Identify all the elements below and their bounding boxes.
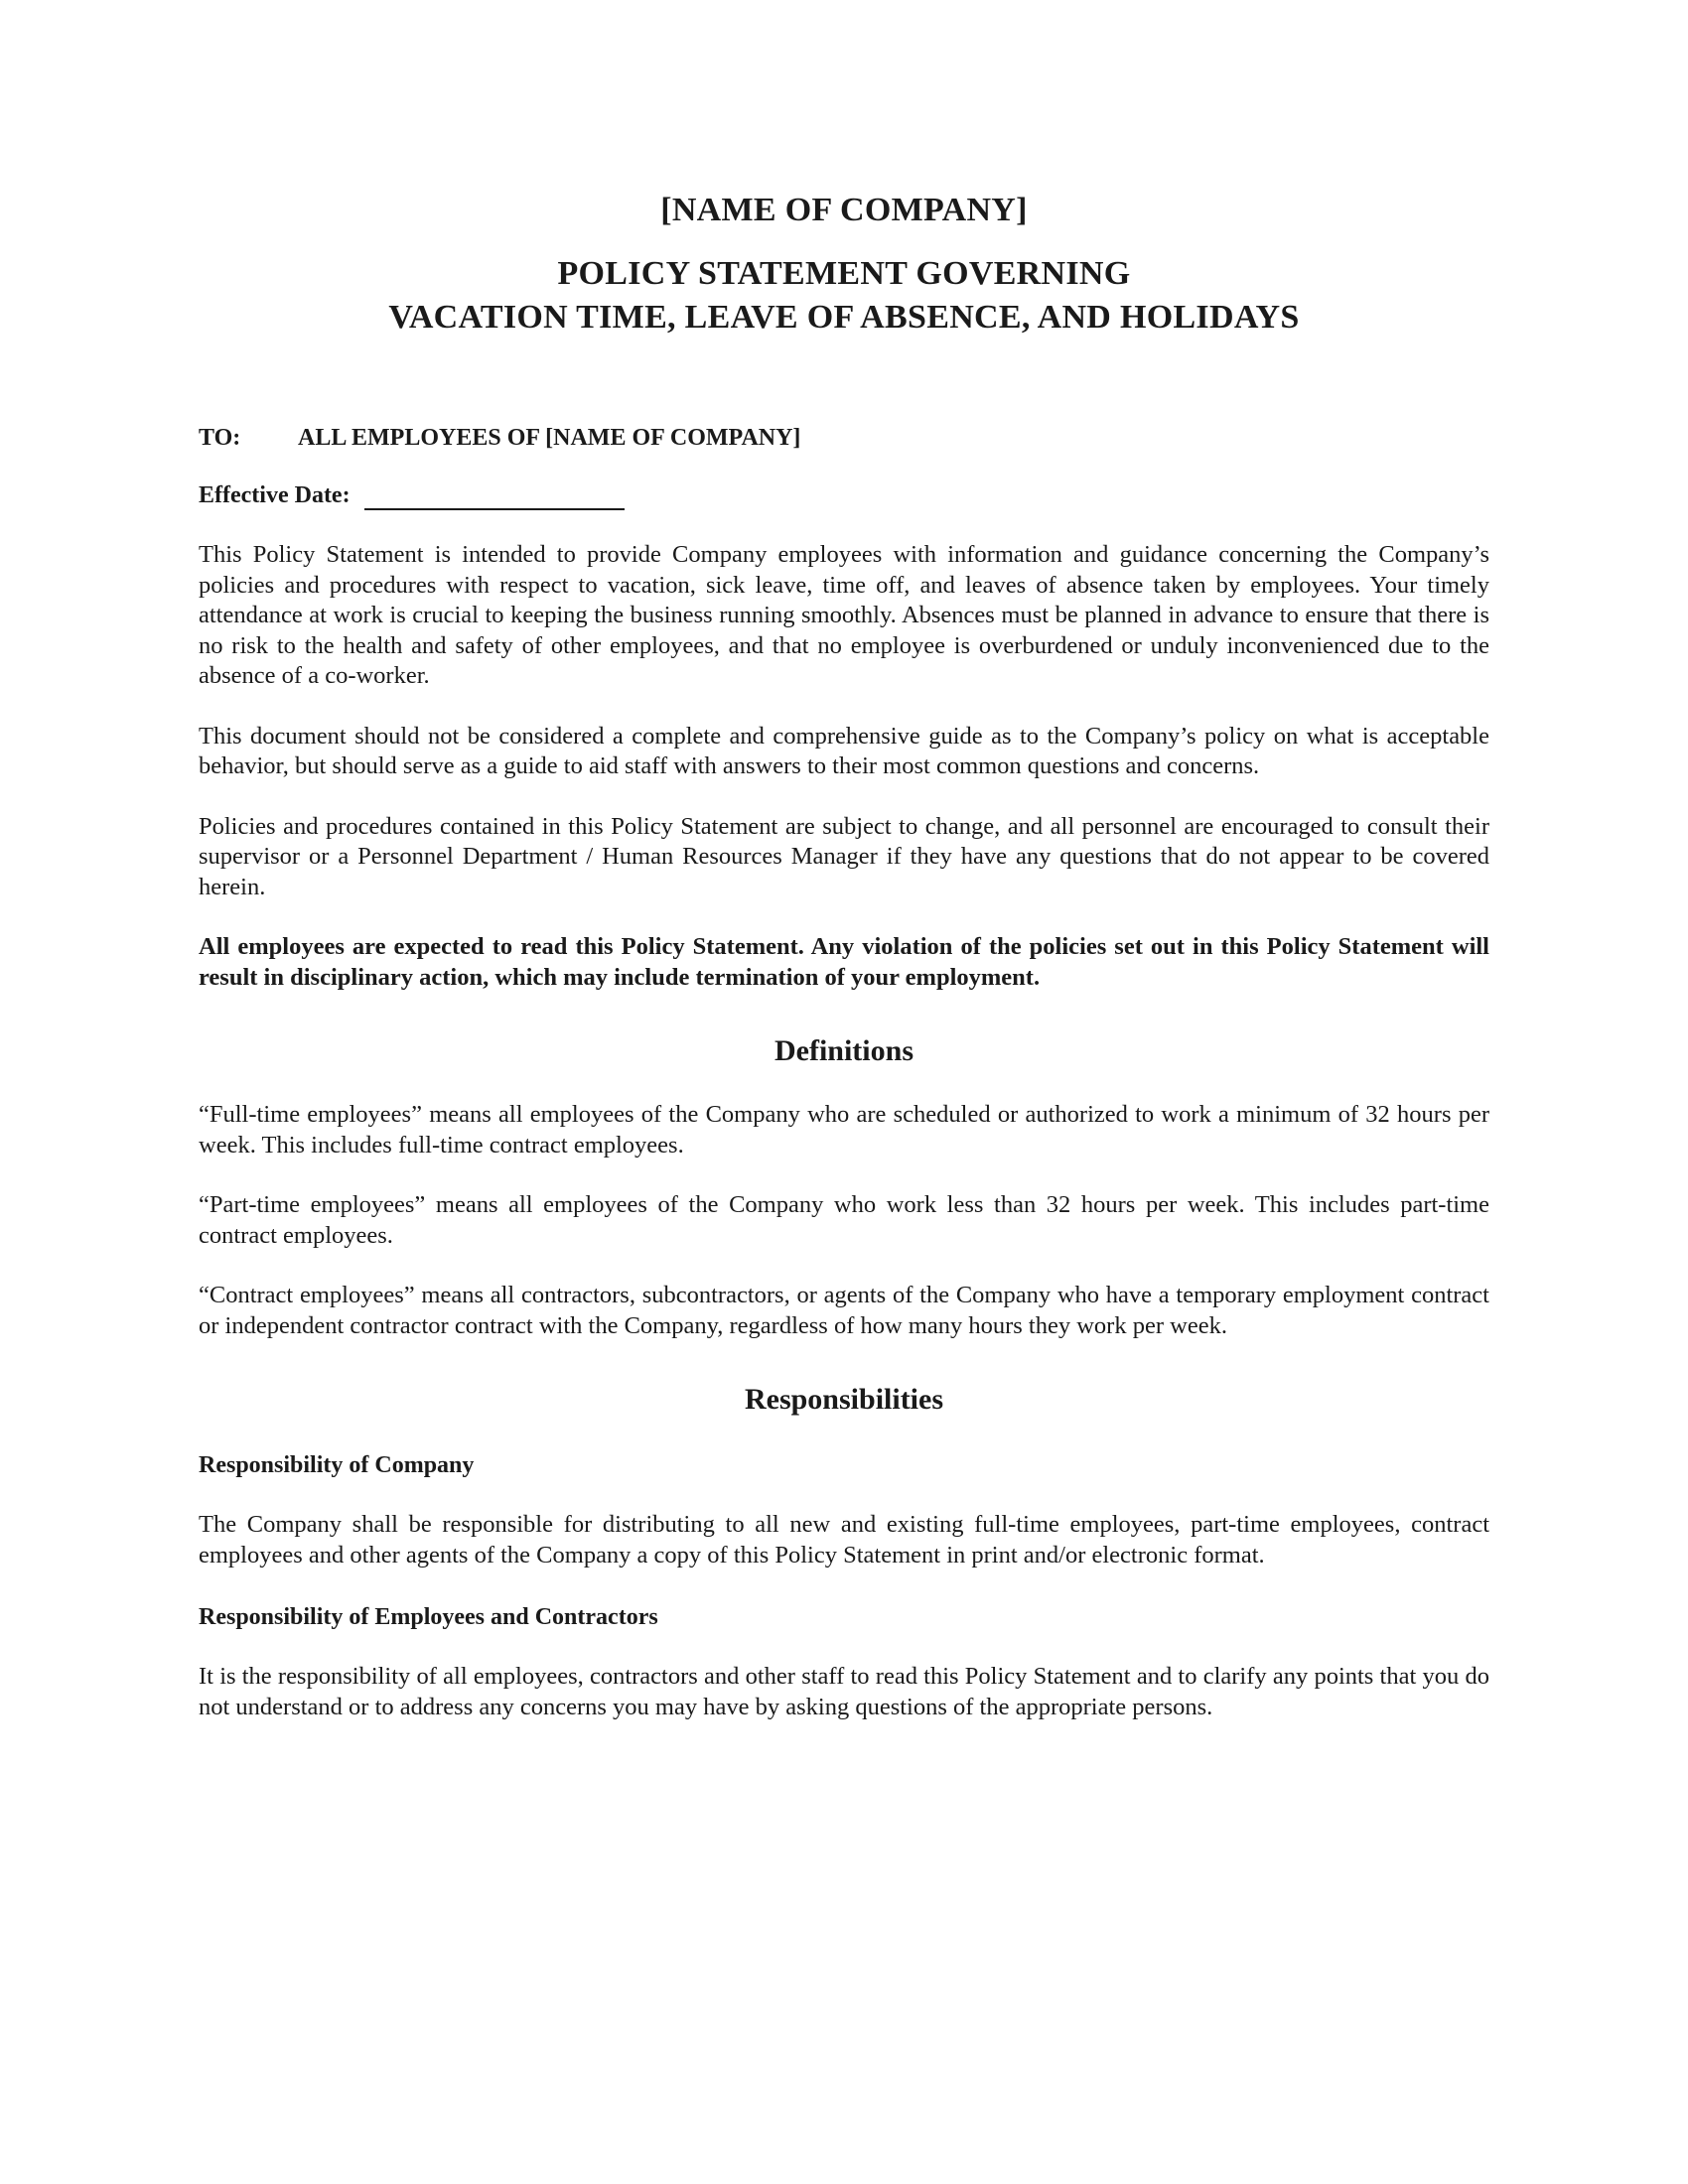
intro-paragraph-2: This document should not be considered a complete and comprehensive guide as to the Company’s policy on what is acceptable behavior, but should serve as a guide to aid staff with answers to their most common questions and concerns. (199, 722, 1489, 779)
company-name: [NAME OF COMPANY] (660, 192, 1028, 228)
employee-responsibility-heading: Responsibility of Employees and Contractors (199, 1604, 658, 1630)
definition-full-time: “Full-time employees” means all employees of the Company who are scheduled or authorized to work a minimum of 32 hours per week. This includes full-time contract employees. (199, 1101, 1489, 1159)
intro-warning-paragraph: All employees are expected to read this Policy Statement. Any violation of the policies set out in this Policy Statement will result in disciplinary action, which may include termination of your employment. (199, 933, 1489, 991)
effective-date-line (199, 480, 1489, 510)
to-line (199, 423, 1489, 453)
to-value: ALL EMPLOYEES OF [NAME OF COMPANY] (298, 425, 801, 451)
intro-paragraph-1: This Policy Statement is intended to provide Company employees with information and guidance concerning the Company’s policies and procedures with respect to vacation, sick leave, time off, and leaves of absence taken by employees. Your timely attendance at work is crucial to keeping the business running smoothly. Absences must be planned in advance to ensure that there is no risk to the health and safety of other employees, and that no employee is overburdened or unduly inconvenienced due to the absence of a co-worker. (199, 541, 1489, 689)
definitions-heading: Definitions (774, 1034, 914, 1067)
document-content (199, 189, 1489, 1722)
policy-title-line-1: POLICY STATEMENT GOVERNING (557, 255, 1131, 292)
policy-title-line-2: VACATION TIME, LEAVE OF ABSENCE, AND HOLIDAYS (388, 299, 1300, 336)
to-label: TO: (199, 425, 241, 451)
intro-paragraph-3: Policies and procedures contained in this Policy Statement are subject to change, and all personnel are encouraged to consult their supervisor or a Personnel Department / Human Resources Manager if they have any questions that do not appear to be covered herein. (199, 812, 1489, 900)
responsibilities-heading: Responsibilities (744, 1383, 944, 1416)
definition-part-time: “Part-time employees” means all employees of the Company who work less than 32 hours per week. This includes part-time contract employees. (199, 1191, 1489, 1249)
company-responsibility-heading: Responsibility of Company (199, 1452, 475, 1478)
definition-contract: “Contract employees” means all contractors, subcontractors, or agents of the Company who have a temporary employment contract or independent contractor contract with the Company, regardless of how many hours they work per week. (199, 1282, 1489, 1339)
effective-date-blank (364, 486, 625, 510)
effective-date-label: Effective Date: (199, 482, 351, 508)
company-responsibility-text: The Company shall be responsible for distributing to all new and existing full-time employees, part-time employees, contract employees and other agents of the Company a copy of this Policy Statement in print and/or electronic format. (199, 1511, 1489, 1569)
employee-responsibility-text: It is the responsibility of all employees, contractors and other staff to read this Policy Statement and to clarify any points that you do not understand or to address any concerns you may have by asking questions of the appropriate persons. (199, 1663, 1489, 1720)
